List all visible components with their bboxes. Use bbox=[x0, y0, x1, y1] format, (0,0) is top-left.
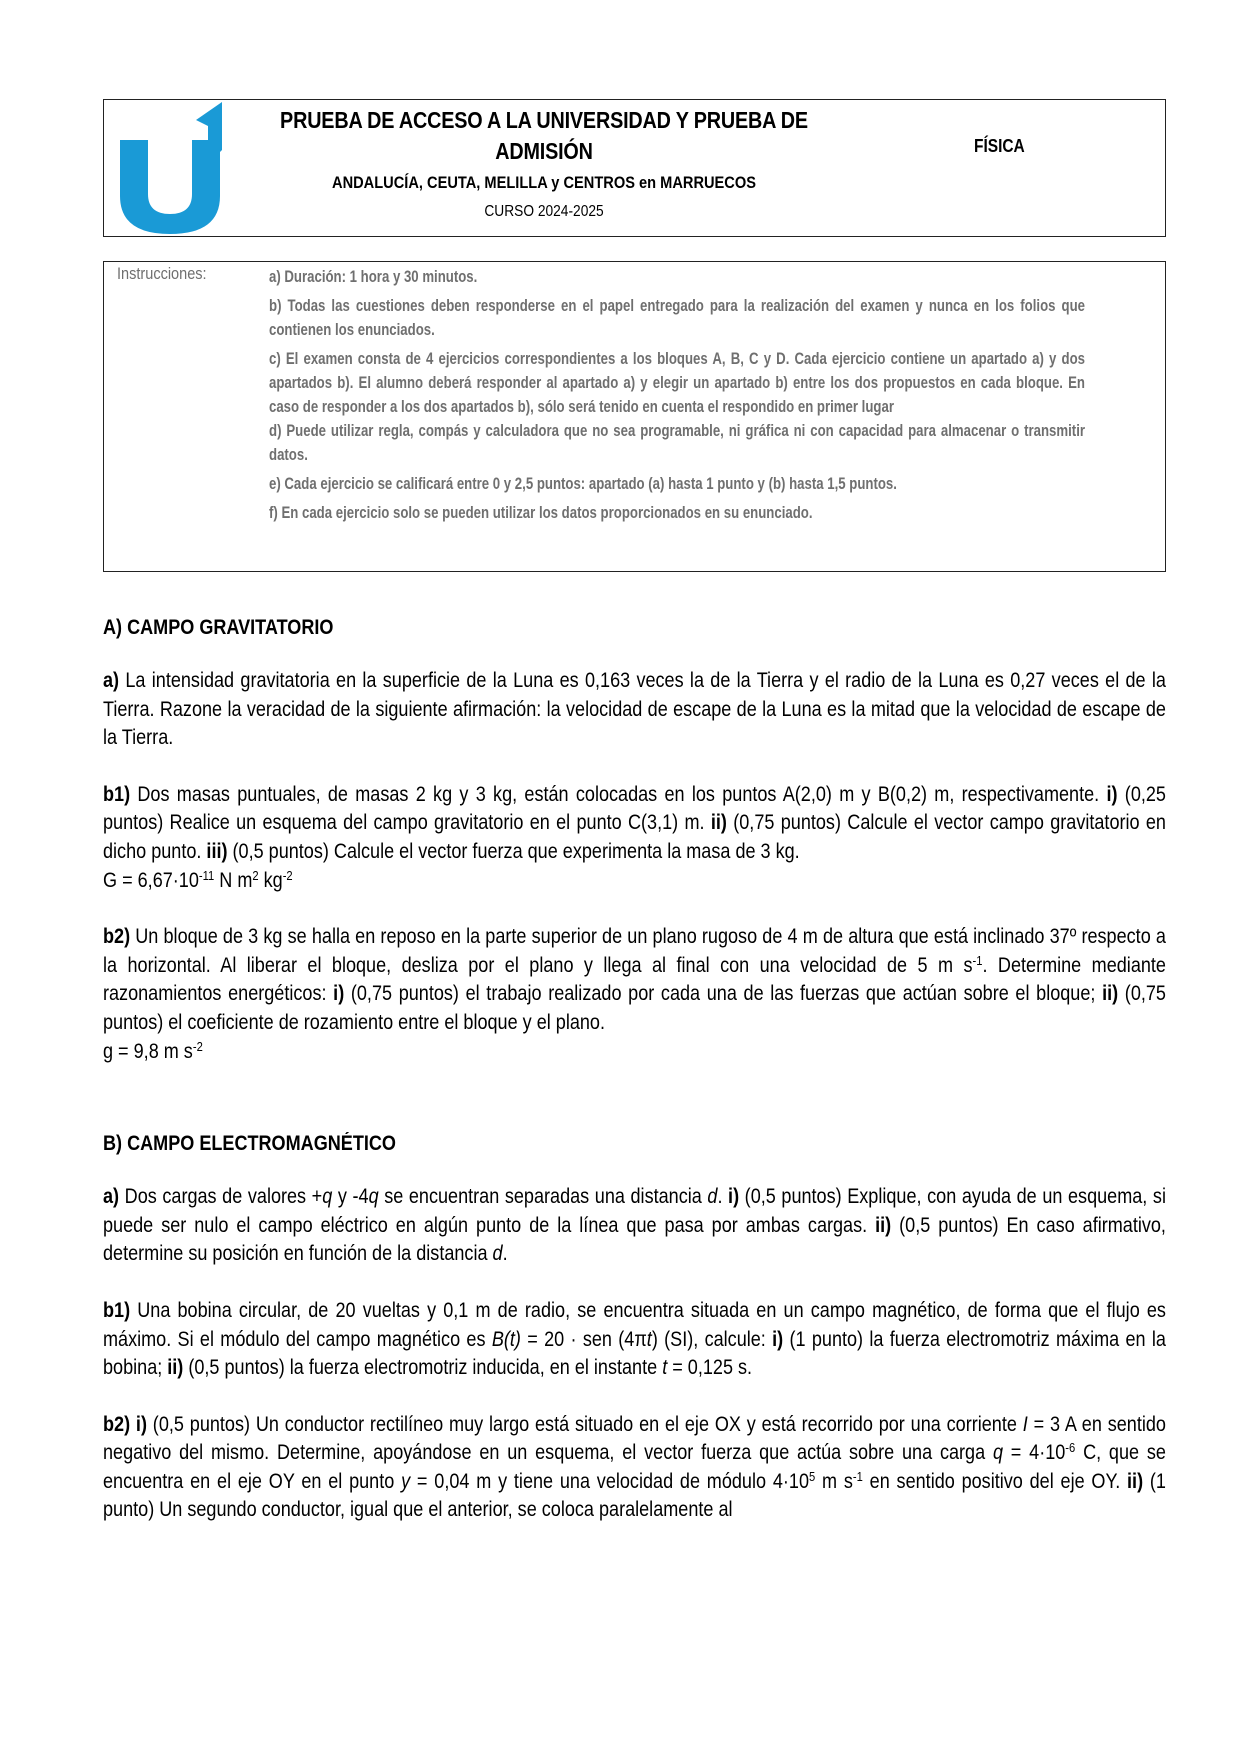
section-b-question-b2: b2) i) (0,5 puntos) Un conductor rectilíneo muy largo está situado en el eje OX y está recorrido por una corriente I = 3 A en sentido negativo del mismo. Determine, apoyándose en un esquema, el vector fuerza que actúa sobre una carga $q = 4\cdot 10^{-6}$ C, que se encuentra en el eje OY en el punto y = 0,04 m y tiene una velocidad de módulo $4\cdot 10^5$ m $s^{-1}$ en sentido positivo del eje OY. ii) (1 punto) Un segundo conductor, igual que el anterior, se coloca paralelamente al bbox=[103, 1412, 1166, 1522]
instruction-item: a) Duración: 1 hora y 30 minutos. bbox=[269, 268, 478, 286]
section-a-question-b1: b1) Dos masas puntuales, de masas 2 kg y 3 kg, están colocadas en los puntos A(2,0) m y B(0,2) m, respectivamente. i) (0,25 puntos) Realice un esquema del campo gravitatorio en el punto C(3,1) m. ii) (0,75 puntos) Calcule el vector campo gravitatorio en dicho punto. iii) (0,5 puntos) Calcule el vector fuerza que experimenta la masa de 3 kg. $G = 6,67\cdot 10^{-11}$ N $m^2$ $kg^{-2}$ bbox=[103, 782, 1166, 892]
instruction-item: d) Puede utilizar regla, compás y calculadora que no sea programable, ni gráfica ni con capacidad para almacenar o transmitir datos. bbox=[269, 422, 1085, 464]
university-u-logo-icon bbox=[108, 102, 238, 234]
instruction-item: c) El examen consta de 4 ejercicios correspondientes a los bloques A, B, C y D. Cada ejercicio contiene un apartado a) y dos apartados b). El alumno deberá responder al apartado a) y elegir un apartado b) entre los dos propuestos en cada bloque. En caso de responder a los dos apartados b), sólo será tenido en cuenta el respondido en primer lugar bbox=[269, 350, 1085, 416]
section-b-question-b1: b1) Una bobina circular, de 20 vueltas y 0,1 m de radio, se encuentra situada en un campo magnético, de forma que el flujo es máximo. Si el módulo del campo magnético es B(t) = 20 · sen (4πt) (SI), calcule: i) (1 punto) la fuerza electromotriz máxima en la bobina; ii) (0,5 puntos) la fuerza electromotriz inducida, en el instante t = 0,125 s. bbox=[103, 1298, 1166, 1380]
exam-subject: FÍSICA bbox=[974, 136, 1025, 156]
gravitational-constant: $G = 6,67\cdot 10^{-11}$ N $m^2$ $kg^{-2}$ bbox=[103, 867, 293, 892]
exam-course: CURSO 2024-2025 bbox=[484, 203, 604, 220]
gravity-constant: g = 9,8 m $s^{-2}$ bbox=[103, 1038, 203, 1063]
instructions-box bbox=[103, 261, 1166, 572]
exam-header bbox=[103, 99, 1166, 237]
section-a-question-a: a) La intensidad gravitatoria en la superficie de la Luna es 0,163 veces la de la Tierra y el radio de la Luna es 0,27 veces el de la Tierra. Razone la veracidad de la siguiente afirmación: la velocidad de escape de la Luna es la mitad que la velocidad de escape de la Tierra. bbox=[103, 669, 1166, 750]
section-a-title: A) CAMPO GRAVITATORIO bbox=[103, 616, 334, 639]
instructions-label: Instrucciones: bbox=[117, 265, 207, 283]
instructions-list bbox=[269, 265, 1085, 530]
exam-region: ANDALUCÍA, CEUTA, MELILLA y CENTROS en MARRUECOS bbox=[332, 173, 756, 192]
exam-page bbox=[103, 99, 1166, 1525]
instruction-item: e) Cada ejercicio se calificará entre 0 y 2,5 puntos: apartado (a) hasta 1 punto y (b) hasta 1,5 puntos. bbox=[269, 475, 897, 493]
instruction-item: b) Todas las cuestiones deben responderse en el papel entregado para la realización del examen y nunca en los folios que contienen los enunciados. bbox=[269, 297, 1085, 339]
exam-title: PRUEBA DE ACCESO A LA UNIVERSIDAD Y PRUEBA DE ADMISIÓN bbox=[280, 107, 808, 164]
instruction-item: f) En cada ejercicio solo se pueden utilizar los datos proporcionados en su enunciado. bbox=[269, 504, 813, 522]
section-b-title: B) CAMPO ELECTROMAGNÉTICO bbox=[103, 1132, 396, 1156]
section-a-question-b2: b2) Un bloque de 3 kg se halla en reposo en la parte superior de un plano rugoso de 4 m de altura que está inclinado 37º respecto a la horizontal. Al liberar el bloque, desliza por el plano y llega al final con una velocidad de 5 m $s^{-1}$. Determine mediante razonamientos energéticos: i) (0,75 puntos) el trabajo realizado por cada una de las fuerzas que actúan sobre el bloque; ii) (0,75 puntos) el coeficiente de rozamiento entre el bloque y el plano. g = 9,8 m $s^{-2}$ bbox=[103, 925, 1166, 1063]
section-b-question-a: a) Dos cargas de valores +q y -4q se encuentran separadas una distancia d. i) (0,5 puntos) Explique, con ayuda de un esquema, si puede ser nulo el campo eléctrico en algún punto de la línea que pasa por ambas cargas. ii) (0,5 puntos) En caso afirmativo, determine su posición en función de la distancia d. bbox=[103, 1185, 1166, 1266]
